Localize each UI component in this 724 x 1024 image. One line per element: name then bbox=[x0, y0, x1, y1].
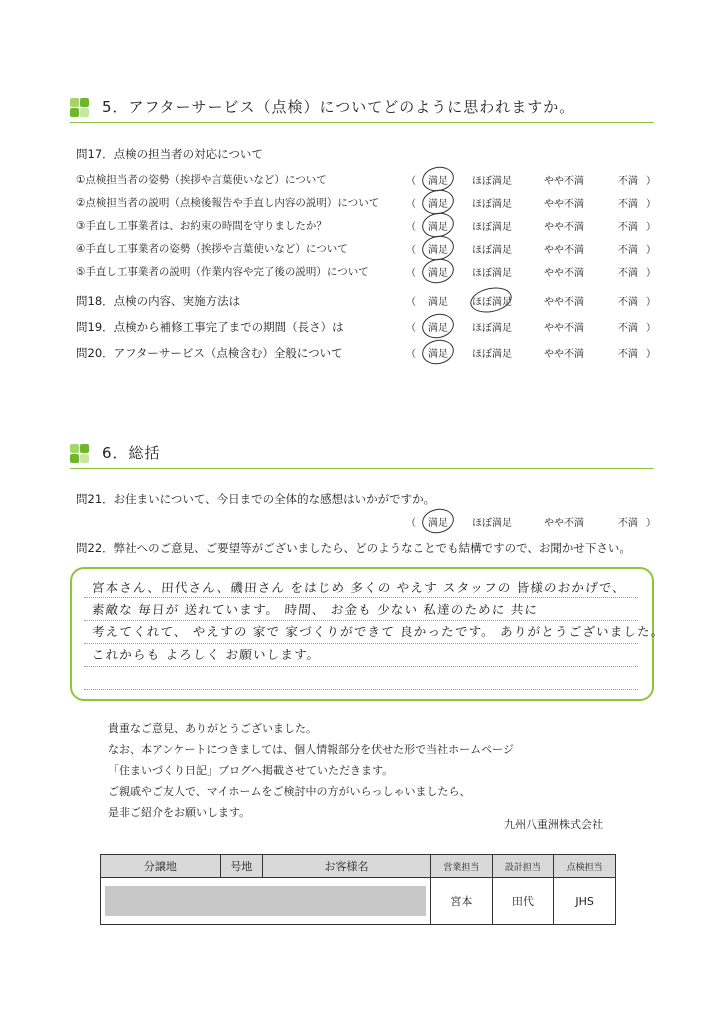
comment-rule bbox=[84, 597, 638, 598]
redacted-customer-info bbox=[101, 878, 431, 925]
question-row bbox=[76, 263, 656, 281]
option-mostly-satisfied[interactable]: ほぼ満足 bbox=[472, 349, 512, 360]
question-row bbox=[76, 318, 656, 336]
option-dissatisfied[interactable]: 不満 bbox=[618, 297, 638, 308]
answer-options: （ 満足 ほぼ満足 やや不満 不満 ） bbox=[406, 195, 656, 211]
question-label: 問18．点検の内容、実施方法は bbox=[76, 294, 241, 308]
option-somewhat-dissatisfied[interactable]: やや不満 bbox=[544, 176, 584, 187]
header-subdivision: 分譲地 bbox=[101, 855, 221, 878]
thanks-line-1: 貴重なご意見、ありがとうございました。 bbox=[108, 722, 317, 735]
option-somewhat-dissatisfied[interactable]: やや不満 bbox=[544, 323, 584, 334]
thanks-line-3: 「住まいづくり日記」ブログへ掲載させていただきます。 bbox=[108, 764, 394, 777]
option-dissatisfied[interactable]: 不満 bbox=[618, 245, 638, 256]
section-5-header bbox=[70, 96, 654, 123]
answer-options: （ 満足 ほぼ満足 やや不満 不満 ） bbox=[406, 264, 656, 280]
thanks-line-2: なお、本アンケートにつきましては、個人情報部分を伏せた形で当社ホームページ bbox=[108, 743, 514, 756]
option-mostly-satisfied[interactable]: ほぼ満足 bbox=[472, 268, 512, 279]
design-rep-value: 田代 bbox=[492, 878, 554, 925]
question-21-label: 問21．お住まいについて、今日までの全体的な感想はいかがですか。 bbox=[76, 492, 436, 506]
header-sales-rep: 営業担当 bbox=[431, 855, 493, 878]
option-dissatisfied[interactable]: 不満 bbox=[618, 176, 638, 187]
question-label: 問20．アフターサービス（点検含む）全般について bbox=[76, 346, 343, 360]
thanks-line-4: ご親戚やご友人で、マイホームをご検討中の方がいらっしゃいましたら、 bbox=[108, 785, 471, 798]
option-mostly-satisfied[interactable]: ほぼ満足 bbox=[472, 199, 512, 210]
question-row bbox=[76, 240, 656, 258]
option-satisfied[interactable]: 満足 bbox=[428, 518, 448, 529]
option-mostly-satisfied[interactable]: ほぼ満足 bbox=[472, 245, 512, 256]
question-21-options-row bbox=[76, 513, 656, 531]
question-label: 問19．点検から補修工事完了までの期間（長さ）は bbox=[76, 320, 344, 334]
answer-circle-mark bbox=[420, 337, 456, 367]
company-name: 九州八重洲株式会社 bbox=[504, 818, 603, 831]
header-customer-name: お客様名 bbox=[262, 855, 430, 878]
comment-rule bbox=[84, 666, 638, 667]
answer-options: （ 満足 ほぼ満足 やや不満 不満 ） bbox=[406, 241, 656, 257]
option-dissatisfied[interactable]: 不満 bbox=[618, 199, 638, 210]
option-mostly-satisfied[interactable]: ほぼ満足 bbox=[472, 518, 512, 529]
option-dissatisfied[interactable]: 不満 bbox=[618, 349, 638, 360]
option-mostly-satisfied[interactable]: ほぼ満足 bbox=[472, 297, 512, 308]
customer-info-table bbox=[100, 854, 616, 925]
option-somewhat-dissatisfied[interactable]: やや不満 bbox=[544, 199, 584, 210]
option-somewhat-dissatisfied[interactable]: やや不満 bbox=[544, 349, 584, 360]
question-label: ④手直し工事業者の姿勢（挨拶や言葉使いなど）について bbox=[76, 243, 348, 255]
answer-options: （ 満足 ほぼ満足 やや不満 不満 ） bbox=[406, 218, 656, 234]
comment-rule bbox=[84, 620, 638, 621]
option-somewhat-dissatisfied[interactable]: やや不満 bbox=[544, 518, 584, 529]
redaction-block bbox=[105, 886, 426, 916]
option-satisfied[interactable]: 満足 bbox=[428, 199, 448, 210]
question-row bbox=[76, 194, 656, 212]
option-mostly-satisfied[interactable]: ほぼ満足 bbox=[472, 176, 512, 187]
header-inspection-rep: 点検担当 bbox=[554, 855, 616, 878]
question-22-label: 問22．弊社へのご意見、ご要望等がございましたら、どのようなことでも結構ですので、お聞かせ下さい。 bbox=[76, 541, 631, 555]
option-dissatisfied[interactable]: 不満 bbox=[618, 518, 638, 529]
question-label: ③手直し工事業者は、お約束の時間を守りましたか？ bbox=[76, 220, 327, 232]
section-6-title: 6．総括 bbox=[102, 444, 161, 462]
option-satisfied[interactable]: 満足 bbox=[428, 349, 448, 360]
option-satisfied[interactable]: 満足 bbox=[428, 222, 448, 233]
question-label: ②点検担当者の説明（点検後報告や手直し内容の説明）について bbox=[76, 197, 380, 209]
answer-options: （ 満足 ほぼ満足 やや不満 不満 ） bbox=[406, 319, 656, 335]
answer-circle-mark bbox=[420, 256, 456, 286]
thanks-line-5: 是非ご紹介をお願いします。 bbox=[108, 806, 251, 819]
sales-rep-value: 宮本 bbox=[431, 878, 493, 925]
comment-rule bbox=[84, 643, 638, 644]
clover-icon bbox=[70, 98, 90, 118]
inspection-rep-value: JHS bbox=[554, 878, 616, 925]
question-label: ⑤手直し工事業者の説明（作業内容や完了後の説明）について bbox=[76, 266, 369, 278]
comment-rule bbox=[84, 689, 638, 690]
question-row bbox=[76, 171, 656, 189]
option-dissatisfied[interactable]: 不満 bbox=[618, 222, 638, 233]
answer-options: （ 満足 ほぼ満足 やや不満 不満 ） bbox=[406, 172, 656, 188]
option-satisfied[interactable]: 満足 bbox=[428, 323, 448, 334]
header-lot-number: 号地 bbox=[220, 855, 262, 878]
comment-line-2: 素敵な 毎日が 送れています。 時間、 お金も 少ない 私達のために 共に bbox=[91, 602, 539, 617]
answer-options: （ 満足 ほぼ満足 やや不満 不満 ） bbox=[406, 345, 656, 361]
option-somewhat-dissatisfied[interactable]: やや不満 bbox=[544, 222, 584, 233]
header-design-rep: 設計担当 bbox=[492, 855, 554, 878]
answer-options: （ 満足 ほぼ満足 やや不満 不満 ） bbox=[406, 514, 656, 530]
option-somewhat-dissatisfied[interactable]: やや不満 bbox=[544, 297, 584, 308]
comment-line-1: 宮本さん、田代さん、磯田さん をはじめ 多くの やえす スタッフの 皆様のおかげで、 bbox=[91, 580, 627, 595]
comment-line-3: 考えてくれて、 やえすの 家で 家づくりができて 良かったです。 ありがとうございました。 bbox=[91, 624, 666, 639]
answer-circle-mark bbox=[468, 284, 514, 316]
clover-icon bbox=[70, 444, 90, 464]
question-17-label: 問17．点検の担当者の対応について bbox=[76, 147, 263, 161]
section-5-title: 5．アフターサービス（点検）についてどのように思われますか。 bbox=[102, 98, 576, 116]
option-satisfied[interactable]: 満足 bbox=[428, 297, 448, 308]
option-mostly-satisfied[interactable]: ほぼ満足 bbox=[472, 222, 512, 233]
question-row bbox=[76, 292, 656, 310]
section-6-header bbox=[70, 442, 654, 469]
answer-circle-mark bbox=[420, 506, 456, 536]
option-somewhat-dissatisfied[interactable]: やや不満 bbox=[544, 245, 584, 256]
question-row bbox=[76, 344, 656, 362]
option-dissatisfied[interactable]: 不満 bbox=[618, 268, 638, 279]
question-row bbox=[76, 217, 656, 235]
question-label: ①点検担当者の姿勢（挨拶や言葉使いなど）について bbox=[76, 174, 327, 186]
option-satisfied[interactable]: 満足 bbox=[428, 245, 448, 256]
option-mostly-satisfied[interactable]: ほぼ満足 bbox=[472, 323, 512, 334]
option-satisfied[interactable]: 満足 bbox=[428, 176, 448, 187]
answer-circle-mark bbox=[420, 311, 456, 341]
option-dissatisfied[interactable]: 不満 bbox=[618, 323, 638, 334]
answer-options: （ 満足 ほぼ満足 やや不満 不満 ） bbox=[406, 293, 656, 309]
option-somewhat-dissatisfied[interactable]: やや不満 bbox=[544, 268, 584, 279]
option-satisfied[interactable]: 満足 bbox=[428, 268, 448, 279]
comment-line-4: これからも よろしく お願いします。 bbox=[91, 647, 322, 662]
